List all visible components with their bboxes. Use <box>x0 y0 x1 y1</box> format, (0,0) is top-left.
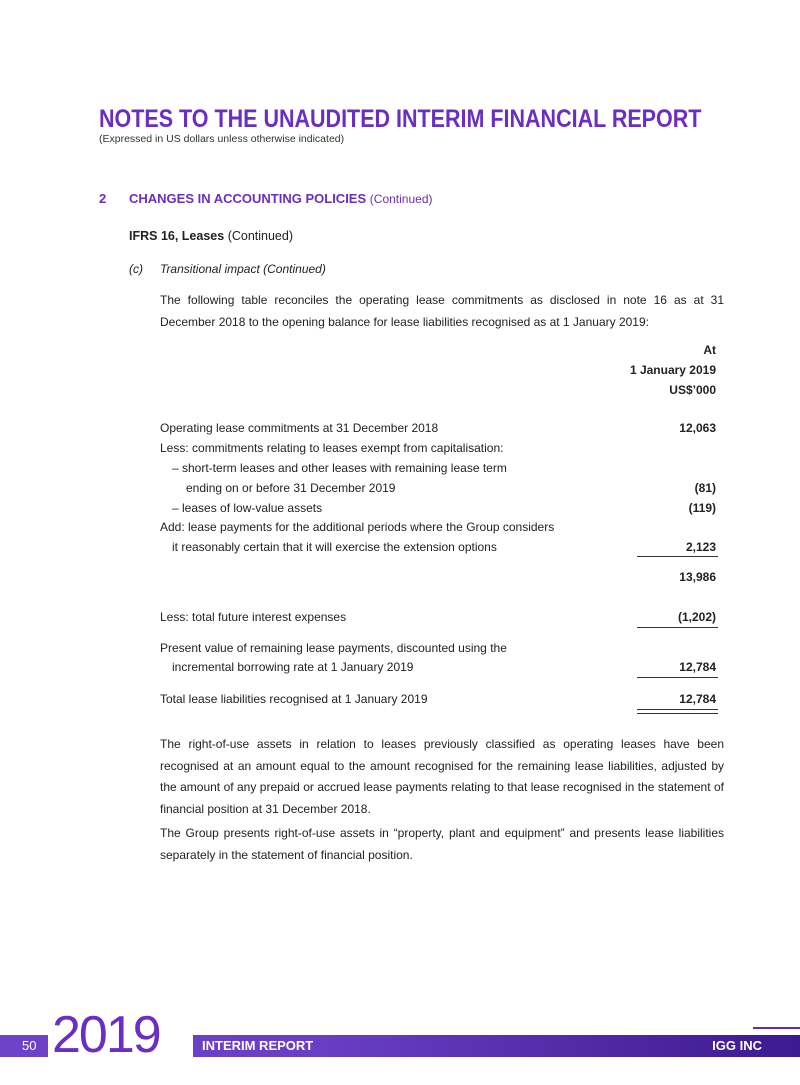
section-heading <box>99 191 432 206</box>
row-subtotal-value: 13,986 <box>679 570 716 584</box>
row-interest-value: (1,202) <box>677 610 716 624</box>
row-short-term-value: (81) <box>694 481 716 495</box>
total-double-rule <box>637 709 718 714</box>
subsubsection-heading <box>129 262 326 276</box>
year-logo: 2019 <box>52 1006 160 1064</box>
footer-accent-line <box>753 1027 800 1029</box>
column-header-at: At <box>703 343 716 357</box>
row-short-term-label-2: ending on or before 31 December 2019 <box>186 481 396 495</box>
row-add-value: 2,123 <box>685 540 716 554</box>
row-low-value-label: – leases of low-value assets <box>172 501 323 515</box>
row-short-term-label-1: – short-term leases and other leases with remaining lease term <box>172 461 507 475</box>
right-of-use-paragraph: The right-of-use assets in relation to leases previously classified as operating leases have been recognised at an amount equal to the amount recognised for the remaining lease liabilities, adjusted by the amount of any prepaid or accrued lease payments relating to that lease recognised in the statement of financial position at 31 December 2018. <box>160 737 724 816</box>
section-continued: (Continued) <box>369 192 433 206</box>
subsection-title: IFRS 16, Leases <box>129 229 225 243</box>
row-pv-label-1: Present value of remaining lease payments, discounted using the <box>160 641 507 655</box>
row-total-label: Total lease liabilities recognised at 1 January 2019 <box>160 692 428 706</box>
subsubsection-title: Transitional impact (Continued) <box>160 262 326 276</box>
row-commitments-value: 12,063 <box>679 421 716 435</box>
section-number: 2 <box>99 191 107 206</box>
column-header-date: 1 January 2019 <box>629 363 716 377</box>
row-low-value-value: (119) <box>688 501 716 515</box>
row-add-label-1: Add: lease payments for the additional periods where the Group considers <box>160 520 555 534</box>
subsection-continued: (Continued) <box>227 229 294 243</box>
row-total-value: 12,784 <box>679 692 716 706</box>
subtotal-rule <box>637 556 718 557</box>
interest-rule <box>637 627 718 628</box>
subsubsection-letter: (c) <box>129 262 143 276</box>
page-number: 50 <box>22 1038 37 1053</box>
section-title: CHANGES IN ACCOUNTING POLICIES <box>129 191 367 206</box>
pv-rule <box>637 677 718 678</box>
report-label: INTERIM REPORT <box>202 1038 314 1053</box>
page-title: NOTES TO THE UNAUDITED INTERIM FINANCIAL REPORT <box>99 105 702 133</box>
row-less-exempt-label: Less: commitments relating to leases exempt from capitalisation: <box>160 441 504 455</box>
intro-paragraph: The following table reconciles the operating lease commitments as disclosed in note 16 as at 31 December 2018 to the opening balance for lease liabilities recognised as at 1 January 2019: <box>160 293 724 329</box>
presentation-paragraph: The Group presents right-of-use assets in “property, plant and equipment” and presents lease liabilities separately in the statement of financial position. <box>160 826 724 862</box>
row-pv-label-2: incremental borrowing rate at 1 January 2019 <box>172 660 414 674</box>
column-header-unit: US$’000 <box>669 383 716 397</box>
row-pv-value: 12,784 <box>679 660 716 674</box>
company-name: IGG INC <box>712 1038 762 1053</box>
row-interest-label: Less: total future interest expenses <box>160 610 347 624</box>
page-subtitle: (Expressed in US dollars unless otherwise indicated) <box>99 133 345 145</box>
row-add-label-2: it reasonably certain that it will exercise the extension options <box>172 540 497 554</box>
subsection-heading <box>129 229 293 243</box>
row-commitments-label: Operating lease commitments at 31 December 2018 <box>160 421 439 435</box>
